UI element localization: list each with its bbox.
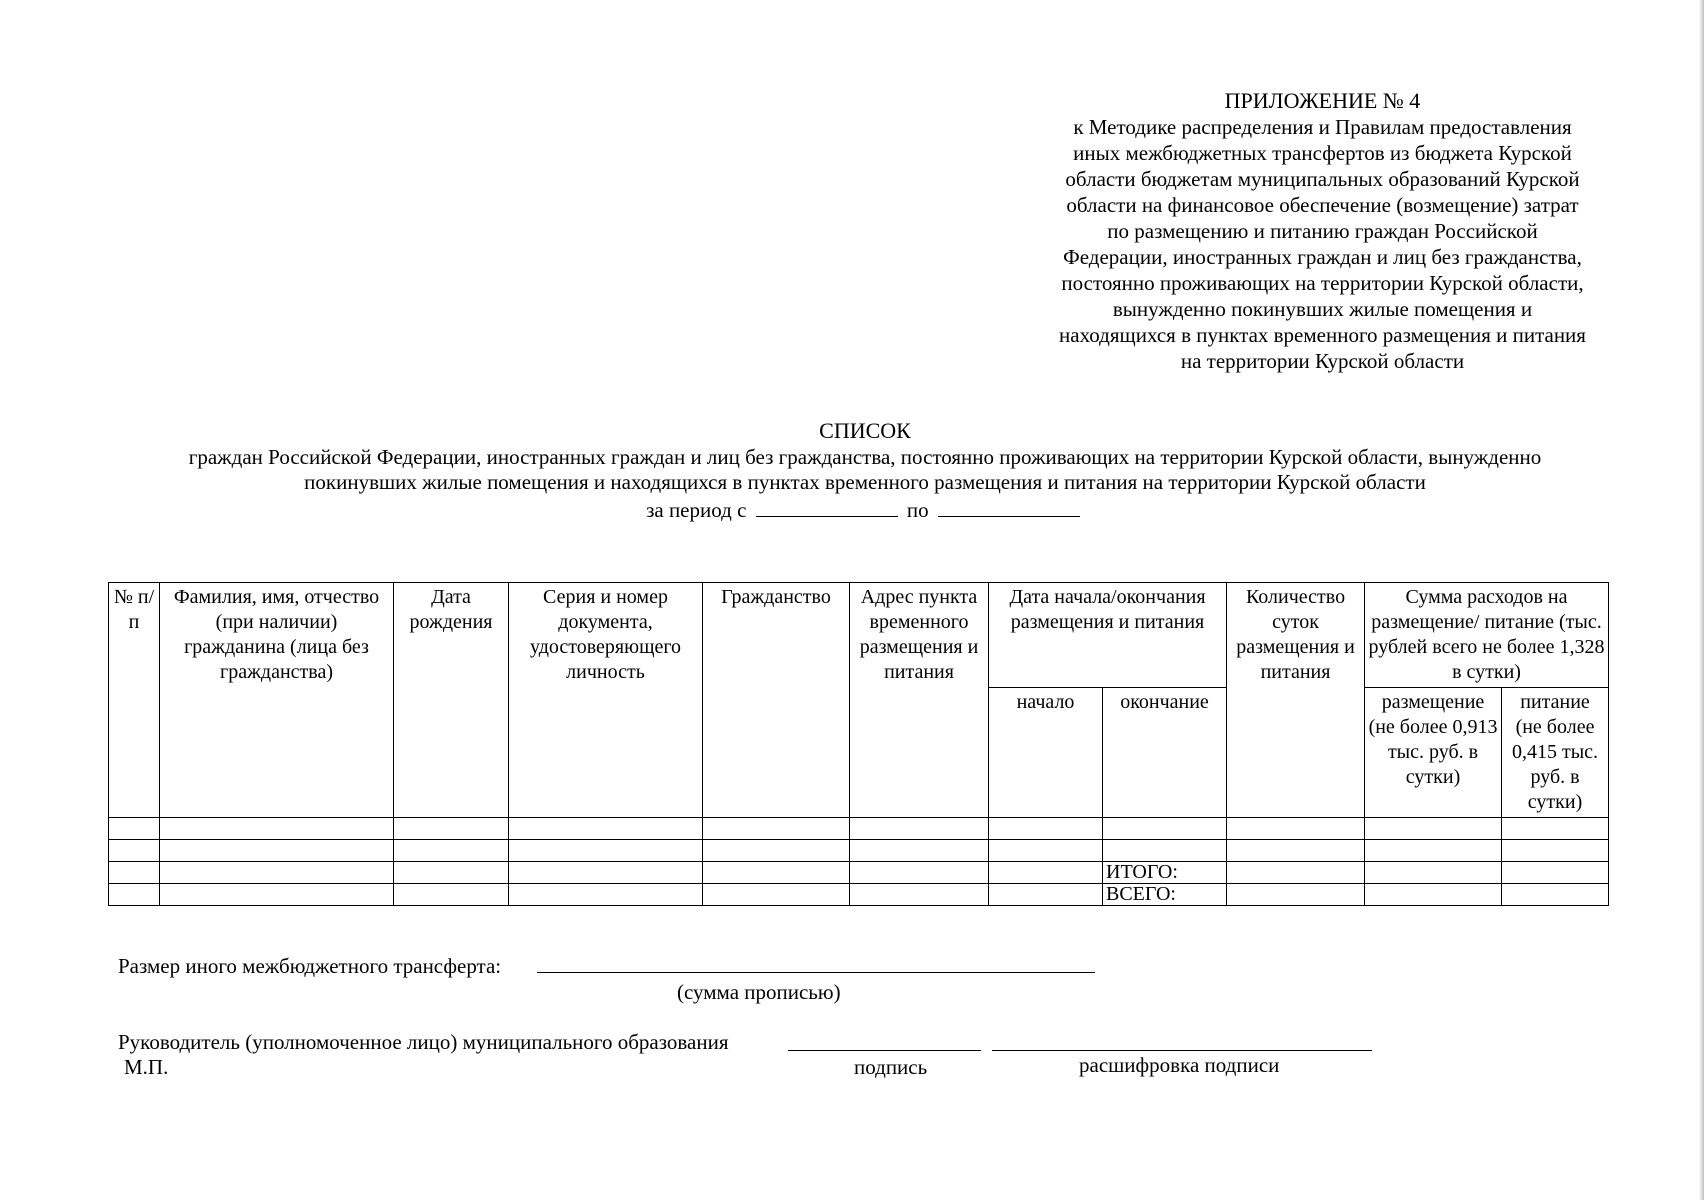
table-cell[interactable] (509, 840, 703, 862)
table-cell[interactable] (989, 862, 1103, 884)
table-row (109, 818, 1609, 840)
signature-hint: подпись (854, 1055, 928, 1079)
table-cell[interactable] (394, 840, 509, 862)
signature-field[interactable] (788, 1050, 981, 1051)
table-cell[interactable] (160, 840, 394, 862)
table-cell[interactable] (509, 884, 703, 906)
grand-total-days-cell[interactable] (1227, 884, 1365, 906)
table-cell[interactable] (703, 818, 850, 840)
table-cell[interactable] (1365, 840, 1502, 862)
table-cell[interactable] (509, 862, 703, 884)
grand-total-label: ВСЕГО: (1103, 884, 1227, 906)
appendix-line: на территории Курской области (1180, 349, 1465, 373)
citizens-table (108, 582, 1609, 906)
header-cell-lodging: размещение (не более 0,913 тыс. руб. в сутки) (1365, 688, 1502, 818)
header-cell-full-name: Фамилия, имя, отчество (при наличии) гражданина (лица без гражданства) (160, 583, 394, 818)
period-to-field[interactable] (938, 496, 1080, 517)
list-title: СПИСОК (819, 418, 911, 443)
table-cell[interactable] (1227, 818, 1365, 840)
table-cell[interactable] (160, 884, 394, 906)
table-cell[interactable] (394, 884, 509, 906)
appendix-line: постоянно проживающих на территории Курской области, (1061, 271, 1584, 295)
appendix-block (1020, 88, 1625, 374)
total-label: ИТОГО: (1103, 862, 1227, 884)
table-cell[interactable] (160, 818, 394, 840)
header-cell-start: начало (989, 688, 1103, 818)
header-cell-sum: Сумма расходов на размещение/ питание (тыс. рублей всего не более 1,328 в сутки) (1365, 583, 1609, 688)
period-line (100, 496, 1630, 524)
appendix-line: области бюджетам муниципальных образований Курской (1065, 167, 1580, 191)
table-cell[interactable] (1227, 840, 1365, 862)
header-cell-days: Количество суток размещения и питания (1227, 583, 1365, 818)
table-cell[interactable] (394, 862, 509, 884)
appendix-line: Федерации, иностранных граждан и лиц без гражданства, (1063, 245, 1582, 269)
table-cell[interactable] (850, 884, 989, 906)
header-cell-citizenship: Гражданство (703, 583, 850, 818)
head-label: Руководитель (уполномоченное лицо) муниципального образования (118, 1030, 729, 1054)
header-cell-address: Адрес пункта временного размещения и питания (850, 583, 989, 818)
total-lodging-cell[interactable] (1365, 862, 1502, 884)
table-cell[interactable] (109, 884, 160, 906)
transfer-amount-field[interactable] (537, 972, 1095, 973)
table-cell[interactable] (850, 840, 989, 862)
header-cell-end: окончание (1103, 688, 1227, 818)
table-cell[interactable] (703, 862, 850, 884)
header-cell-food: питание (не более 0,415 тыс. руб. в сутки) (1502, 688, 1609, 818)
period-from-label: за период с (646, 497, 747, 522)
appendix-line: находящихся в пунктах временного размещения и питания (1059, 323, 1586, 347)
appendix-line: вынужденно покинувших жилые помещения и (1112, 297, 1533, 321)
table-cell[interactable] (1103, 840, 1227, 862)
total-row (109, 862, 1609, 884)
list-description-line: покинувших жилые помещения и находящихся в пунктах временного размещения и питания на территории Курской области (304, 470, 1426, 494)
table-cell[interactable] (1502, 840, 1609, 862)
total-days-cell[interactable] (1227, 862, 1365, 884)
header-cell-dates: Дата начала/окончания размещения и питания (989, 583, 1227, 688)
grand-total-row (109, 884, 1609, 906)
page-edge-shadow (1699, 0, 1704, 1200)
header-cell-birth-date: Дата рождения (394, 583, 509, 818)
table-cell[interactable] (109, 840, 160, 862)
table-cell[interactable] (509, 818, 703, 840)
total-food-cell[interactable] (1502, 862, 1609, 884)
period-from-field[interactable] (756, 496, 898, 517)
table-cell[interactable] (989, 840, 1103, 862)
stamp-label: М.П. (124, 1055, 169, 1079)
table-cell[interactable] (1365, 818, 1502, 840)
table-cell[interactable] (703, 884, 850, 906)
period-to-label: по (906, 497, 929, 522)
table-cell[interactable] (1103, 818, 1227, 840)
appendix-line: области на финансовое обеспечение (возмещение) затрат (1066, 193, 1579, 217)
table-cell[interactable] (989, 818, 1103, 840)
signature-decode-hint: расшифровка подписи (1079, 1053, 1280, 1077)
grand-total-food-cell[interactable] (1502, 884, 1609, 906)
table-cell[interactable] (394, 818, 509, 840)
table-cell[interactable] (1502, 818, 1609, 840)
appendix-line: по размещению и питанию граждан Российской (1107, 219, 1538, 243)
table-cell[interactable] (850, 818, 989, 840)
list-header (100, 418, 1630, 523)
table-cell[interactable] (160, 862, 394, 884)
signature-decode-field[interactable] (992, 1050, 1372, 1051)
header-cell-number: № п/п (109, 583, 160, 818)
table-cell[interactable] (989, 884, 1103, 906)
table-cell[interactable] (850, 862, 989, 884)
table-cell[interactable] (109, 862, 160, 884)
transfer-hint: (сумма прописью) (677, 980, 841, 1004)
table-cell[interactable] (109, 818, 160, 840)
table-cell[interactable] (703, 840, 850, 862)
transfer-label: Размер иного межбюджетного трансферта: (118, 954, 502, 978)
grand-total-lodging-cell[interactable] (1365, 884, 1502, 906)
header-cell-id-document: Серия и номер документа, удостоверяющего личность (509, 583, 703, 818)
list-description-line: граждан Российской Федерации, иностранных граждан и лиц без гражданства, постоянно проживающих на территории Курской области, вынужденно (188, 444, 1542, 469)
appendix-line: иных межбюджетных трансфертов из бюджета Курской (1073, 141, 1572, 165)
table-row (109, 840, 1609, 862)
appendix-line: к Методике распределения и Правилам предоставления (1073, 115, 1572, 139)
appendix-title: ПРИЛОЖЕНИЕ № 4 (1224, 88, 1421, 113)
